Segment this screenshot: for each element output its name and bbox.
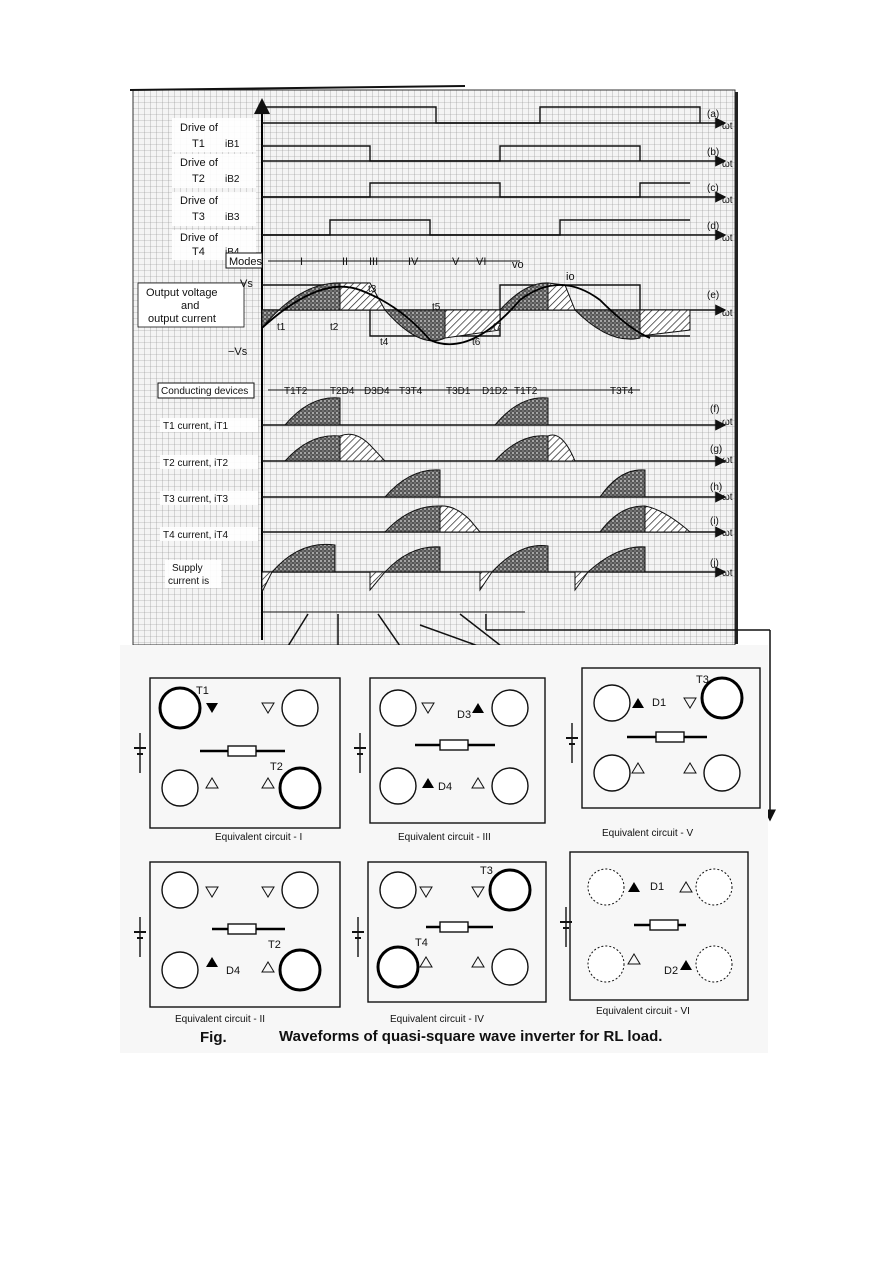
svg-text:(d): (d) (707, 221, 720, 232)
svg-text:Drive of: Drive of (180, 122, 218, 134)
svg-text:(i): (i) (710, 516, 719, 527)
svg-text:ωt: ωt (722, 528, 733, 539)
svg-text:Drive of: Drive of (180, 232, 218, 244)
svg-text:ωt: ωt (722, 492, 733, 503)
svg-text:Equivalent circuit - VI: Equivalent circuit - VI (596, 1006, 690, 1017)
svg-text:ωt: ωt (722, 121, 733, 132)
svg-text:T4: T4 (192, 246, 205, 258)
svg-text:Equivalent circuit - V: Equivalent circuit - V (602, 828, 694, 839)
svg-text:T3D1: T3D1 (446, 386, 471, 397)
svg-text:vo: vo (512, 259, 524, 271)
svg-text:T2 current, iT2: T2 current, iT2 (163, 458, 229, 469)
equivalent-circuits (120, 645, 768, 1053)
svg-text:III: III (369, 256, 379, 268)
svg-text:ωt: ωt (722, 195, 733, 206)
svg-text:Supply: Supply (172, 563, 203, 574)
svg-text:II: II (342, 256, 349, 268)
svg-text:T1: T1 (192, 138, 205, 150)
svg-text:(j): (j) (710, 558, 719, 569)
svg-text:T3: T3 (480, 865, 493, 877)
svg-text:−Vs: −Vs (228, 346, 248, 358)
svg-text:Drive of: Drive of (180, 195, 218, 207)
svg-text:Equivalent circuit - II: Equivalent circuit - II (175, 1014, 266, 1025)
svg-text:ωt: ωt (722, 417, 733, 428)
svg-text:(f): (f) (710, 404, 720, 415)
svg-text:T2: T2 (192, 173, 205, 185)
svg-text:output current: output current (148, 313, 216, 325)
svg-text:IV: IV (408, 256, 419, 268)
svg-text:T4 current, iT4: T4 current, iT4 (163, 530, 229, 541)
svg-text:T3: T3 (696, 674, 709, 686)
drive-label-t3 (172, 192, 256, 226)
svg-text:io: io (566, 271, 575, 283)
svg-text:(c): (c) (707, 183, 719, 194)
svg-text:t6: t6 (472, 337, 481, 348)
svg-text:Vs: Vs (240, 278, 253, 290)
svg-text:D3: D3 (457, 709, 472, 721)
svg-text:(e): (e) (707, 290, 720, 301)
svg-text:T2: T2 (268, 939, 281, 951)
svg-text:D4: D4 (226, 965, 241, 977)
svg-text:ωt: ωt (722, 159, 733, 170)
svg-text:ωt: ωt (722, 233, 733, 244)
svg-text:T1T2: T1T2 (284, 386, 308, 397)
svg-text:(h): (h) (710, 482, 723, 493)
svg-text:Conducting devices: Conducting devices (161, 386, 249, 397)
svg-text:current is: current is (168, 576, 210, 587)
svg-text:V: V (452, 256, 460, 268)
svg-text:T3T4: T3T4 (399, 386, 423, 397)
svg-text:ωt: ωt (722, 308, 733, 319)
svg-text:T2D4: T2D4 (330, 386, 355, 397)
svg-text:iB2: iB2 (225, 174, 240, 185)
svg-text:D1: D1 (650, 881, 665, 893)
svg-text:D3D4: D3D4 (364, 386, 390, 397)
svg-text:ωt: ωt (722, 455, 733, 466)
svg-text:(a): (a) (707, 109, 720, 120)
svg-text:Equivalent circuit - IV: Equivalent circuit - IV (390, 1014, 484, 1025)
svg-text:T3: T3 (192, 211, 205, 223)
svg-text:VI: VI (476, 256, 487, 268)
svg-text:t5: t5 (432, 302, 441, 313)
svg-text:and: and (181, 300, 200, 312)
svg-text:t7: t7 (493, 322, 502, 333)
svg-text:iB3: iB3 (225, 212, 240, 223)
svg-text:D2: D2 (664, 965, 679, 977)
svg-text:Modes: Modes (229, 256, 263, 268)
svg-text:T4: T4 (415, 937, 428, 949)
svg-text:(g): (g) (710, 444, 723, 455)
svg-text:iB1: iB1 (225, 139, 240, 150)
svg-text:Equivalent circuit - III: Equivalent circuit - III (398, 832, 491, 843)
svg-text:t4: t4 (380, 337, 389, 348)
drive-label-t1 (172, 118, 256, 152)
svg-text:Output voltage: Output voltage (146, 287, 218, 299)
svg-text:Fig.: Fig. (200, 1029, 227, 1046)
svg-text:T3 current, iT3: T3 current, iT3 (163, 494, 229, 505)
svg-text:t3: t3 (368, 284, 377, 295)
svg-text:(b): (b) (707, 147, 720, 158)
svg-text:Drive of: Drive of (180, 157, 218, 169)
svg-text:D1D2: D1D2 (482, 386, 508, 397)
svg-text:T1: T1 (196, 685, 209, 697)
drive-label-t2 (172, 154, 256, 188)
svg-text:Equivalent circuit - I: Equivalent circuit - I (215, 832, 303, 843)
svg-text:T2: T2 (270, 761, 283, 773)
svg-text:T1 current, iT1: T1 current, iT1 (163, 421, 229, 432)
svg-text:I: I (300, 256, 304, 268)
svg-text:D1: D1 (652, 697, 667, 709)
svg-text:T1T2: T1T2 (514, 386, 538, 397)
svg-text:t1: t1 (277, 322, 286, 333)
svg-text:T3T4: T3T4 (610, 386, 634, 397)
svg-text:t2: t2 (330, 322, 339, 333)
svg-text:ωt: ωt (722, 568, 733, 579)
svg-text:D4: D4 (438, 781, 453, 793)
svg-text:Waveforms of quasi-square wave: Waveforms of quasi-square wave inverter for RL load. (279, 1028, 663, 1045)
